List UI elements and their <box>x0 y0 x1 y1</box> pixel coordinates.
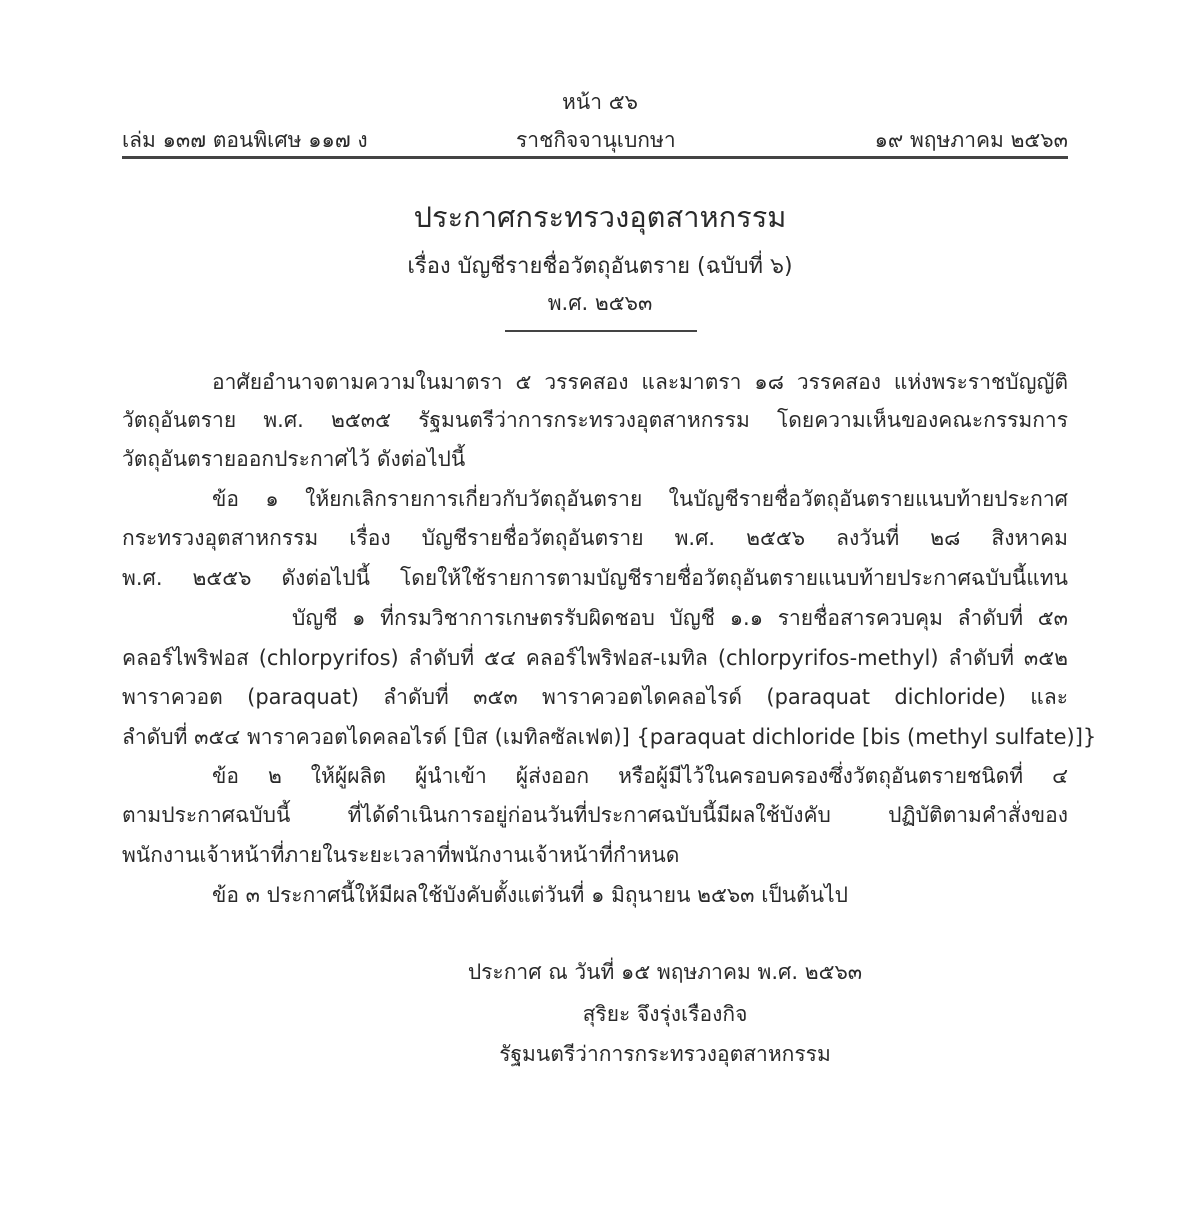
document-year: พ.ศ. ๒๕๖๓ <box>547 291 653 315</box>
announcement-date: ประกาศ ณ วันที่ ๑๕ พฤษภาคม พ.ศ. ๒๕๖๓ <box>467 960 863 984</box>
document-title: ประกาศกระทรวงอุตสาหกรรม <box>413 200 787 234</box>
body-line: ลำดับที่ ๓๕๔ พาราควอตไดคลอไรด์ [บิส (เมทิลซัลเฟต)] {paraquat dichloride [bis (methyl sulfate)]} <box>122 725 1097 749</box>
body-line: ข้อ ๑ ให้ยกเลิกรายการเกี่ยวกับวัตถุอันตราย ในบัญชีรายชื่อวัตถุอันตรายแนบท้ายประกาศ <box>212 487 1068 511</box>
body-line: พ.ศ. ๒๕๕๖ ดังต่อไปนี้ โดยให้ใช้รายการตามบัญชีรายชื่อวัตถุอันตรายแนบท้ายประกาศฉบับนี้แทน <box>122 566 1068 590</box>
page-number: หน้า ๕๖ <box>562 90 638 114</box>
gazette-date: ๑๙ พฤษภาคม ๒๕๖๓ <box>874 128 1068 152</box>
title-rule <box>505 330 697 332</box>
signatory-name: สุริยะ จึงรุ่งเรืองกิจ <box>582 1002 748 1026</box>
signatory-position: รัฐมนตรีว่าการกระทรวงอุตสาหกรรม <box>499 1042 831 1066</box>
body-line: พาราควอต (paraquat) ลำดับที่ ๓๕๓ พาราควอตไดคลอไรด์ (paraquat dichloride) และ <box>122 685 1068 709</box>
volume-info: เล่ม ๑๓๗ ตอนพิเศษ ๑๑๗ ง <box>122 128 368 152</box>
body-line: คลอร์ไพริฟอส (chlorpyrifos) ลำดับที่ ๕๔ คลอร์ไพริฟอส-เมทิล (chlorpyrifos-methyl) ลำดับที่ ๓๕๒ <box>122 646 1068 670</box>
body-line: วัตถุอันตราย พ.ศ. ๒๕๓๕ รัฐมนตรีว่าการกระทรวงอุตสาหกรรม โดยความเห็นของคณะกรรมการ <box>122 408 1068 432</box>
body-line: บัญชี ๑ ที่กรมวิชาการเกษตรรับผิดชอบ บัญชี ๑.๑ รายชื่อสารควบคุม ลำดับที่ ๕๓ <box>292 606 1068 630</box>
gazette-name: ราชกิจจานุเบกษา <box>516 128 676 152</box>
header-rule <box>122 156 1068 159</box>
body-line: ข้อ ๒ ให้ผู้ผลิต ผู้นำเข้า ผู้ส่งออก หรือผู้มีไว้ในครอบครองซึ่งวัตถุอันตรายชนิดที่ ๔ <box>212 764 1068 788</box>
body-line: กระทรวงอุตสาหกรรม เรื่อง บัญชีรายชื่อวัตถุอันตราย พ.ศ. ๒๕๕๖ ลงวันที่ ๒๘ สิงหาคม <box>122 526 1068 550</box>
body-line: อาศัยอำนาจตามความในมาตรา ๕ วรรคสอง และมาตรา ๑๘ วรรคสอง แห่งพระราชบัญญัติ <box>212 370 1068 394</box>
body-line: วัตถุอันตรายออกประกาศไว้ ดังต่อไปนี้ <box>122 447 466 471</box>
document-subject: เรื่อง บัญชีรายชื่อวัตถุอันตราย (ฉบับที่ ๖) <box>407 254 793 279</box>
body-line: ตามประกาศฉบับนี้ ที่ได้ดำเนินการอยู่ก่อนวันที่ประกาศฉบับนี้มีผลใช้บังคับ ปฏิบัติตามคำสั่งของ <box>122 803 1068 827</box>
body-line: พนักงานเจ้าหน้าที่ภายในระยะเวลาที่พนักงานเจ้าหน้าที่กำหนด <box>122 843 680 867</box>
body-line: ข้อ ๓ ประกาศนี้ให้มีผลใช้บังคับตั้งแต่วันที่ ๑ มิถุนายน ๒๕๖๓ เป็นต้นไป <box>212 883 848 907</box>
